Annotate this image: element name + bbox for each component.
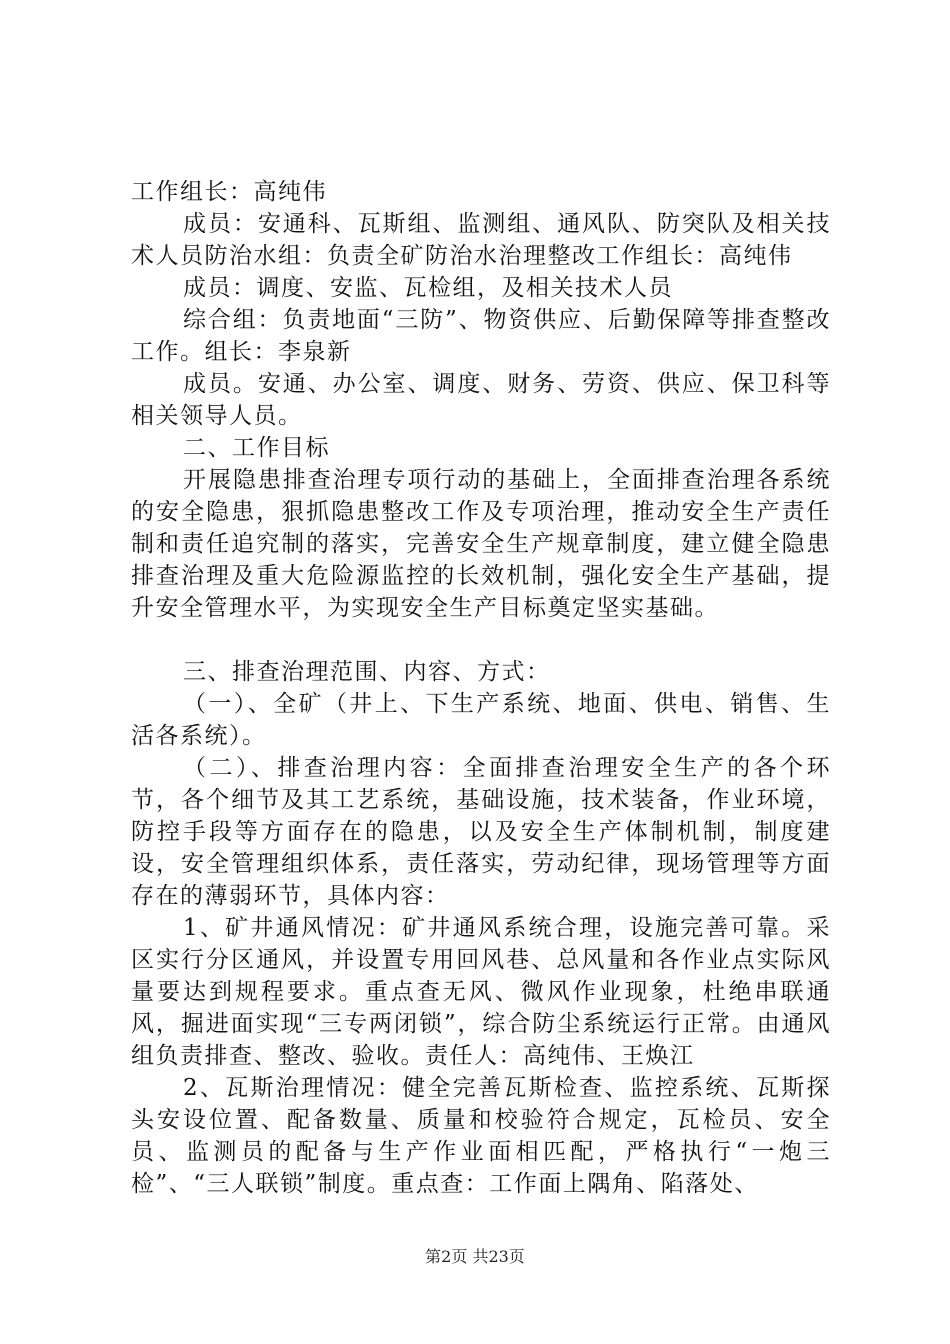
paragraph-gap xyxy=(131,624,831,656)
paragraph-general-group: 综合组：负责地面“三防”、物资供应、后勤保障等排查整改工作。组长：李泉新 xyxy=(131,307,831,365)
paragraph-scope-2: （二）、排查治理内容：全面排查治理安全生产的各个环节，各个细节及其工艺系统，基础设施，技术装备，作业环境，防控手段等方面存在的隐患，以及安全生产体制机制，制度建设，安全管理组织体系，责任落实，劳动纪律，现场管理等方面存在的薄弱环节，具体内容： xyxy=(131,755,831,909)
paragraph-gas-control: 2、瓦斯治理情况：健全完善瓦斯检查、监控系统、瓦斯探头安设位置、配备数量、质量和校验符合规定，瓦检员、安全员、监测员的配备与生产作业面相匹配，严格执行“一炮三检”、“三人联锁”制度。重点查：工作面上隅角、陷落处、 xyxy=(131,1075,831,1197)
paragraph-scope-1: （一）、全矿（井上、下生产系统、地面、供电、销售、生活各系统）。 xyxy=(131,691,831,749)
paragraph-members-ventilation: 成员：安通科、瓦斯组、监测组、通风队、防突队及相关技术人员防治水组：负责全矿防治水治理整改工作组长：高纯伟 xyxy=(131,211,831,269)
paragraph-members-water: 成员：调度、安监、瓦检组，及相关技术人员 xyxy=(183,275,673,301)
document-body xyxy=(131,176,831,1200)
paragraph-ventilation: 1、矿井通风情况：矿井通风系统合理，设施完善可靠。采区实行分区通风，并设置专用回风巷、总风量和各作业点实际风量要达到规程要求。重点查无风、微风作业现象，杜绝串联通风，掘进面实现“三专两闭锁”，综合防尘系统运行正常。由通风组负责排查、整改、验收。责任人：高纯伟、王焕江 xyxy=(131,915,831,1069)
paragraph-members-general: 成员。安通、办公室、调度、财务、劳资、供应、保卫科等相关领导人员。 xyxy=(131,371,831,429)
paragraph-work-leader: 工作组长：高纯伟 xyxy=(131,179,327,205)
page-footer: 第2页 共23页 xyxy=(425,1247,525,1266)
heading-work-goals: 二、工作目标 xyxy=(183,435,330,461)
paragraph-work-goals: 开展隐患排查治理专项行动的基础上，全面排查治理各系统的安全隐患，狠抓隐患整改工作及专项治理，推动安全生产责任制和责任追究制的落实，完善安全生产规章制度，建立健全隐患排查治理及重大危险源监控的长效机制，强化安全生产基础，提升安全管理水平，为实现安全生产目标奠定坚实基础。 xyxy=(131,467,831,621)
heading-scope: 三、排查治理范围、内容、方式： xyxy=(183,659,551,685)
